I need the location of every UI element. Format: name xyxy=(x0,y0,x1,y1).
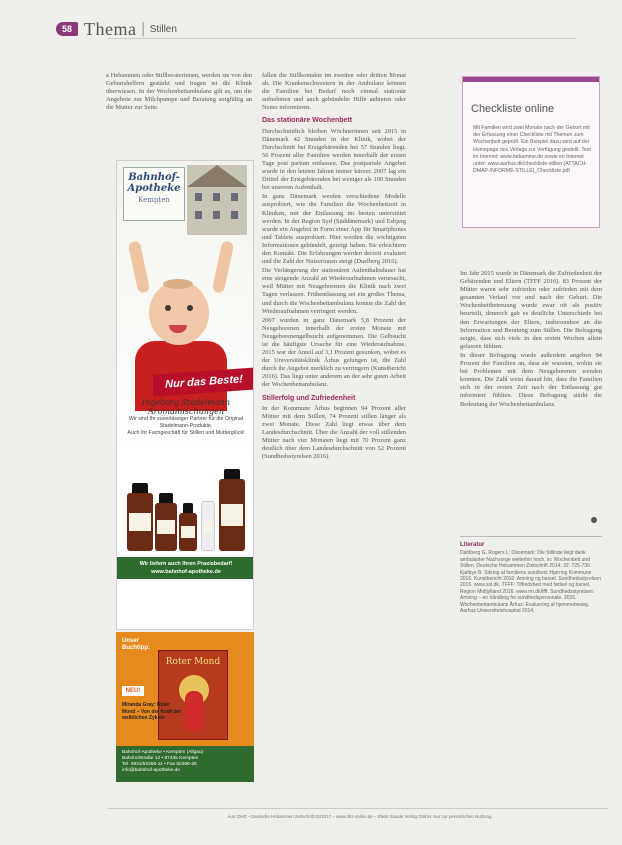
book-advertisement[interactable] xyxy=(116,632,254,782)
book-title: Roter Mond xyxy=(165,657,221,667)
checklist-title: Checkliste online xyxy=(471,103,555,115)
subsection-title: Stillen xyxy=(149,23,177,35)
paragraph: Die Verlängerung der stationären Aufenthaltsdauer hat eine steigende Anzahl an Wiederaufnahmen verursacht, weil Mütter mit Neugeborenen die Klinik nach zwei Tagen verlassen. Frühentlassung sei ein großes Thema, und durch die Wochenbettambulanz konnte die Zahl der Wiederaufnahmen verringert werden. xyxy=(262,267,406,315)
ad-email-link[interactable]: info@bahnhof-apotheke.de xyxy=(122,768,180,773)
ad-website-link[interactable]: www.bahnhof-apotheke.de xyxy=(151,569,221,575)
text-column-2 xyxy=(262,72,406,462)
book-cover xyxy=(158,650,228,740)
brand-name: Ingeborg Stadelmann xyxy=(141,398,231,407)
pharmacy-advertisement[interactable] xyxy=(116,160,254,630)
page-header xyxy=(56,18,177,40)
footer-rule xyxy=(108,808,608,809)
new-badge: NEU! xyxy=(122,686,144,696)
references-text: Dahlberg G, Rogers L: Dänemark: Die Stillrate liegt dank ambulanter Nachsorge weiterhin hoch, in: Wochenbett und Stillen. Deutsche Hebammen Zeitschrift 2014; 32: 725-730. Kjølbye B: Sikring af familiens sundhed. Hjørring Kommune 2016. Kunstbericht 2016: Amning og barsel. Sundhedsstyrelsen 2016. www.sst.dk. TFFF: Tilfredshed med fødsel og barsel, Region Midtjylland 2016. www.rm.dk/tfff. Sundhedsstyrelsen: Amning – en håndbog for sundhedspersonale. 2016. Wochenbettambulanz Århus: Evaluering af hjemmebesøg. Aarhus Universitetshospital 2014. xyxy=(460,550,601,615)
pharmacy-logo: Bahnhof- Apotheke Kempten xyxy=(123,167,185,221)
checklist-accent-bar xyxy=(463,77,599,82)
paragraph: In der Kommune Århus beginnen 94 Prozent aller Mütter mit dem Stillen, 74 Prozent stillen länger als zwei Monate. Diese Zahl liegt etwas über dem Landesdurchschnitt. Über die Anzahl der voll stillenden Mütter nach vier Monaten liegt mit 70 Prozent ganz deutlich über dem Landesdurchschnitt von 52 Prozent (Sundhedsstyrelsen 2016). xyxy=(262,404,406,461)
paragraph: In ganz Dänemark werden verschiedene Modelle ausprobiert, wie die Familien die Wochenbettzeit in Kliniken, mit der Entlassung im besten unterstützt werden. In der Region Syd (Süddänemark) und Esbjerg wurde ein Angebot in Form einer App für Smartphones und Tablets ausprobiert. Hier werden die wichtigsten Informationen gebündelt, gezeigt haben. Sie erleichtern den Kontakt. Die Erfahrungen werden derzeit evaluiert und die Zahl der Nutzerinnen steigt (Duelberg 2016). xyxy=(262,193,406,266)
header-rule xyxy=(108,38,576,39)
brand-suffix: Aromamischungen xyxy=(148,407,224,416)
ad-text-2: Auch Ihr Fachgeschäft für Stillen und Mutterglück! xyxy=(127,430,245,436)
ad-product-text xyxy=(117,396,254,437)
subheading-stationary: Das stationäre Wochenbett xyxy=(262,117,353,125)
paragraph: In dieser Befragung wurde außerdem angeben 94 Prozent der Familien an, dass sie wussten, wohin sie bei Problemen mit dem Neugeborenen wenden konnten. Die Zahl weist darauf hin, dass die Familien sich in der ersten Zeit nach der Entlassung gut informiert fühlten. Diese Befragung stärkt die Bedeutung der Wochenbettambulanz. xyxy=(460,351,602,408)
references xyxy=(460,542,604,614)
section-title: Thema xyxy=(84,18,137,39)
paragraph: Im Jahr 2015 wurde in Dänemark die Zufriedenheit der Gebärenden und Eltern (TFFF 2016). 83 Prozent der Mütter waren sehr zufrieden oder zufrieden mit dem gesamten Verlauf vor und nach der Geburt. Die Wochenbettbetreuung wurde zwar oft als positiv beurteilt, dennoch gab es deutliche Unterschiede bei den Erwartungen der Eltern, insbesondere an die Information und Beratung zum Stillen. Die Befragung zeigte, dass sich viele in den ersten Wochen allein gelassen fühlten. xyxy=(460,270,602,350)
book-ad-footer: Bahnhof-Apotheke • Kempten (Allgäu) Bahnhofstraße 12 • 87435 Kempten Tel. 0831/52266-11 • Fax 52266-26 info@bahnhof-apotheke.de xyxy=(116,746,254,782)
references-rule xyxy=(460,536,602,537)
ad-text-1: Wir sind Ihr zuverlässiger Partner für die Original Stadelmann-Produkte. xyxy=(128,416,244,429)
ad-service-text: Wir liefern auch Ihren Praxisbedarf! xyxy=(139,561,233,567)
references-heading: Literatur xyxy=(460,542,485,548)
checklist-box xyxy=(462,76,600,228)
paragraph: 2007 wurden in ganz Dänemark 5,8 Prozent der Neugeborenen innerhalb der ersten Monate mit Neugeborenengelbsucht aufgenommen. Die Gelbsucht ist die häufigste Ursache für eine Wiederaufnahme. 2015 war der Anteil auf 3,1 Prozent gesunken, wobei es der Universitätsklinik Århus gelungen ist, die Zahl durch ihr Angebot merklich zu verringern (Kunstbericht 2016). Das liegt unter anderem an der sehr guten Arbeit der Wochenbettambulanz. xyxy=(262,316,406,389)
checklist-body[interactable]: Mit Familien wird zwei Monate nach der Geburt mit der Erfassung einer Checkliste mit Themen zum Wochenbett geprüft. Ein Beispiel dazu wird auf der Homepage des Verlags zur Verfügung gestellt. Text im Internet: www.hebamme.de sowie im Internet unter: www.aarhus.dk/checkliste-stillen (ATTACH-DMAP-INFORME-STILLE)_Checkliste.pdf xyxy=(473,125,591,175)
header-separator: | xyxy=(141,20,145,37)
ad-slogan-banner: Nur das Beste! xyxy=(153,367,254,396)
page-number: 58 xyxy=(56,22,78,36)
paragraph: Durchschnittlich bleiben Wöchnerinnen seit 2015 in Dänemark 42 Stunden in der Klinik, wobei der Durchschnitt bei Erstgebärenden bei 57 Stunden liegt. 56 Prozent aller Familien werden innerhalb der ersten Tage post partum entlassen. Das postpartale Angebot wurde in den letzten Jahren immer kürzer. 2007 lag ein Drittel der Erstgebärenden bei weniger als 100 Stunden bei unserem Aufenthalt. xyxy=(262,127,406,192)
book-blurb: Miranda Gray: Roter Mond – Von der Kraft der weiblichen Zyklen xyxy=(122,702,182,721)
page-footer: Aus: DHZ – Deutsche Hebammen Zeitschrift 01/2017 – www.dhz-online.de – Elwin Staude Verlag GmbH. Nur zur persönlichen Nutzung. xyxy=(227,814,493,819)
paragraph: fallen die Stillkontakte im zweiten oder dritten Monat ab. Die Krankenschwestern in der Ambulanz können die Familien bei Bedarf noch einmal stationär aufnehmen und auch gebündelte Hilfe anbieten oder Nemo informieren. xyxy=(262,72,406,112)
pharmacy-building-image xyxy=(187,165,247,235)
ad-contact-bar[interactable] xyxy=(117,557,254,579)
book-tip-label: Unser Buchtipp: xyxy=(122,638,150,651)
text-column-1 xyxy=(106,72,252,113)
product-bottles-image xyxy=(125,461,247,551)
paragraph: a Hebammen oder Stillberaterinnen, werden sie von den Geburtshelfern gestärkt und tragen ist die Klinik überwiesen. In der Wochenbettambulanz gilt es, um die Angebote zur Milchpumpe und Beratung sorgfältig an die Mutter zur Seite. xyxy=(106,72,252,112)
article-end-icon xyxy=(591,517,597,523)
text-column-3 xyxy=(460,270,602,410)
subheading-success: Stillerfolg und Zufriedenheit xyxy=(262,394,356,402)
